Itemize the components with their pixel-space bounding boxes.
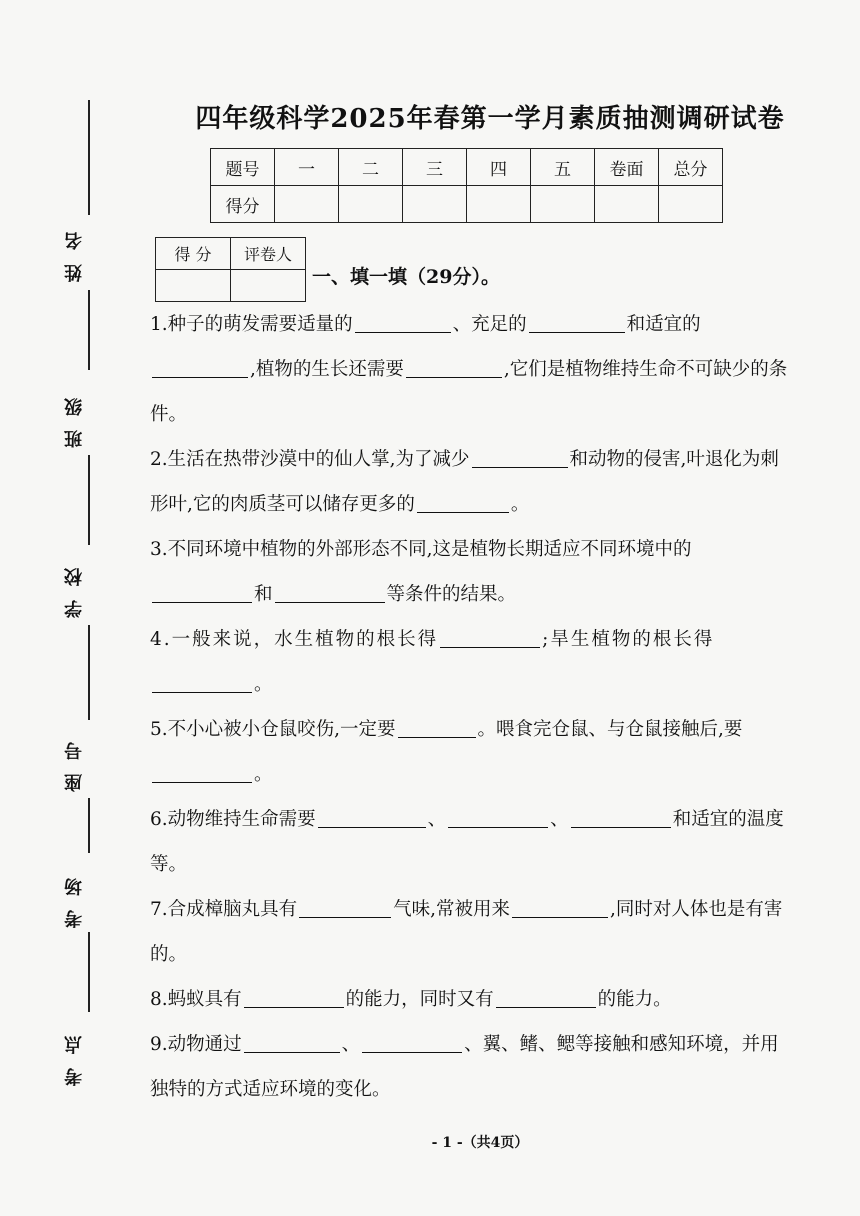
question-text: ,它们是植物维持生命不可缺少的条件。 [150,359,788,425]
answer-blank[interactable] [512,897,608,918]
question-1 [150,302,795,437]
section-heading: 一、填一填（29分）。 [312,266,500,288]
question-text: 。 [254,674,275,695]
questions [150,302,795,1112]
score-cell[interactable] [339,186,403,223]
margin-label-seat: 座号 [64,728,85,792]
question-text: 。 [510,494,530,515]
answer-blank[interactable] [571,807,671,828]
answer-blank[interactable] [406,357,502,378]
question-4 [150,617,795,707]
question-text: 4.一般来说，水生植物的根长得 [150,629,439,650]
question-text: 2.生活在热带沙漠中的仙人掌,为了减少 [150,449,470,470]
answer-blank[interactable] [244,1032,340,1053]
question-text: 3.不同环境中植物的外部形态不同,这是植物长期适应不同环境中的 [150,539,692,560]
score-cell[interactable] [659,186,723,223]
answer-blank[interactable] [355,312,451,333]
answer-blank[interactable] [529,312,625,333]
grader-name-cell[interactable] [231,270,306,302]
grader-score-cell[interactable] [156,270,231,302]
score-header-cell: 三 [403,149,467,186]
score-header-cell: 卷面 [595,149,659,186]
score-header-cell: 一 [275,149,339,186]
answer-blank[interactable] [152,582,252,603]
question-text: 、 [341,1034,361,1055]
score-table-header-row [211,149,723,186]
question-text: 等条件的结果。 [386,584,517,605]
question-text: 7.合成樟脑丸具有 [150,899,298,920]
score-cell[interactable] [595,186,659,223]
grader-input-row [156,270,306,302]
binding-margin [0,0,120,1216]
question-3 [150,527,795,617]
question-text: 。喂食完仓鼠、与仓鼠接触后,要 [477,719,743,740]
answer-blank[interactable] [417,492,509,513]
exam-title: 四年级科学2025年春第一学月素质抽测调研试卷 [195,104,785,134]
question-text: 的能力，同时又有 [345,989,494,1010]
score-cell[interactable] [531,186,595,223]
question-7 [150,887,795,977]
score-header-cell: 四 [467,149,531,186]
margin-label-name: 姓名 [64,218,85,282]
answer-blank[interactable] [275,582,385,603]
score-header-cell: 题号 [211,149,275,186]
question-text: 和 [254,584,273,605]
question-text: 、 [427,809,447,830]
question-text: 5.不小心被小仓鼠咬伤,一定要 [150,719,396,740]
margin-line [88,625,90,720]
score-header-cell: 二 [339,149,403,186]
margin-line [88,798,90,853]
question-6 [150,797,795,887]
margin-label-room: 考场 [64,864,85,928]
answer-blank[interactable] [496,987,596,1008]
question-text: ;旱生植物的根长得 [542,629,715,650]
question-text: 。 [254,764,273,785]
score-header-cell: 总分 [659,149,723,186]
score-header-cell: 五 [531,149,595,186]
answer-blank[interactable] [472,447,568,468]
question-8 [150,977,795,1022]
grader-header-row [156,238,306,270]
question-2 [150,437,795,527]
question-9 [150,1022,795,1112]
question-text: 9.动物通过 [150,1034,242,1055]
grader-table [155,237,306,302]
score-row-label: 得分 [211,186,275,223]
answer-blank[interactable] [318,807,426,828]
page-footer: - 1 -（共4页） [431,1135,529,1151]
question-text: 、 [550,809,569,830]
margin-line [88,290,90,370]
margin-label-school: 学校 [64,554,85,618]
question-text: 的能力。 [597,989,672,1010]
question-text: 和适宜的 [626,314,701,335]
question-text: 气味,常被用来 [393,899,511,920]
answer-blank[interactable] [152,762,252,783]
answer-blank[interactable] [152,357,248,378]
score-cell[interactable] [403,186,467,223]
grader-name-header: 评卷人 [231,238,306,270]
question-text: 和适宜的温度等。 [150,809,784,875]
question-text: ,同时对人体也是有害的。 [150,899,783,965]
margin-label-site: 考点 [64,1022,85,1086]
question-text: ,植物的生长还需要 [250,359,404,380]
answer-blank[interactable] [448,807,548,828]
question-text: 、充足的 [452,314,527,335]
score-cell[interactable] [275,186,339,223]
question-5 [150,707,795,797]
margin-line [88,932,90,1012]
answer-blank[interactable] [244,987,344,1008]
margin-line [88,100,90,215]
question-text: 、翼、鳍、鳃等接触和感知环境，并用独特的方式适应环境的变化。 [150,1034,779,1100]
question-text: 1.种子的萌发需要适量的 [150,314,353,335]
question-text: 8.蚂蚁具有 [150,989,242,1010]
question-text: 6.动物维持生命需要 [150,809,316,830]
score-cell[interactable] [467,186,531,223]
grader-score-header: 得 分 [156,238,231,270]
question-text: 和动物的侵害,叶退化为刺形叶,它的肉质茎可以储存更多的 [150,449,779,515]
margin-label-class: 班级 [64,384,85,448]
answer-blank[interactable] [398,717,476,738]
score-table [210,148,723,223]
answer-blank[interactable] [440,627,540,648]
answer-blank[interactable] [362,1032,462,1053]
margin-line [88,455,90,545]
score-table-score-row [211,186,723,223]
answer-blank[interactable] [299,897,391,918]
answer-blank[interactable] [152,672,252,693]
